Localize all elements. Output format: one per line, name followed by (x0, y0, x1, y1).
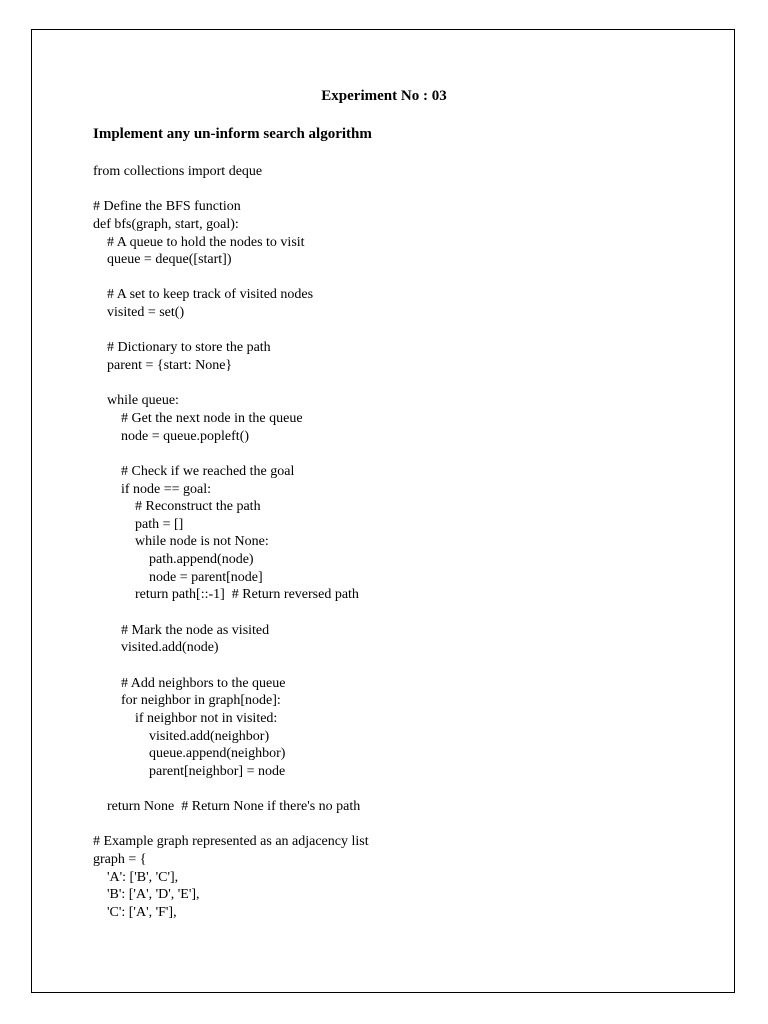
code-line (93, 780, 369, 798)
code-block (93, 163, 369, 922)
code-line: parent[neighbor] = node (93, 763, 286, 779)
code-line: # Dictionary to store the path (93, 340, 271, 356)
code-line: return None # Return None if there's no path (93, 799, 361, 815)
code-line: if neighbor not in visited: (93, 710, 278, 726)
code-line: path = [] (93, 516, 184, 532)
code-line: while queue: (93, 393, 179, 409)
code-line: # Reconstruct the path (93, 499, 261, 515)
code-line: node = parent[node] (93, 569, 263, 585)
code-line (93, 375, 369, 393)
code-line: # Check if we reached the goal (93, 463, 295, 479)
code-line: if node == goal: (93, 481, 212, 497)
code-line (93, 604, 369, 622)
code-line (93, 322, 369, 340)
code-line: visited.add(node) (93, 640, 219, 656)
code-line: parent = {start: None} (93, 358, 233, 374)
code-line: while node is not None: (93, 534, 269, 550)
code-line: queue.append(neighbor) (93, 746, 286, 762)
code-line: # A set to keep track of visited nodes (93, 287, 314, 303)
experiment-title: Experiment No : 03 (321, 88, 447, 104)
code-line: visited.add(neighbor) (93, 728, 270, 744)
code-line: def bfs(graph, start, goal): (93, 216, 239, 232)
code-line (93, 445, 369, 463)
code-line: for neighbor in graph[node]: (93, 693, 281, 709)
code-line (93, 816, 369, 834)
code-line: return path[::-1] # Return reversed path (93, 587, 359, 603)
code-line: node = queue.popleft() (93, 428, 250, 444)
code-line: # Example graph represented as an adjacency list (93, 834, 369, 850)
code-line (93, 657, 369, 675)
code-line: 'A': ['B', 'C'], (93, 869, 179, 885)
code-line: queue = deque([start]) (93, 252, 232, 268)
code-line (93, 269, 369, 287)
experiment-heading: Implement any un-inform search algorithm (93, 126, 372, 142)
code-line: # Define the BFS function (93, 199, 241, 215)
code-line: path.append(node) (93, 552, 254, 568)
code-line (93, 181, 369, 199)
code-line: # Add neighbors to the queue (93, 675, 286, 691)
code-line: # Get the next node in the queue (93, 410, 303, 426)
code-line: from collections import deque (93, 164, 263, 179)
code-line: 'C': ['A', 'F'], (93, 904, 177, 920)
code-line: # Mark the node as visited (93, 622, 270, 638)
code-line: 'B': ['A', 'D', 'E'], (93, 887, 200, 903)
code-line: graph = { (93, 851, 147, 867)
code-line: # A queue to hold the nodes to visit (93, 234, 305, 250)
code-line: visited = set() (93, 305, 185, 321)
